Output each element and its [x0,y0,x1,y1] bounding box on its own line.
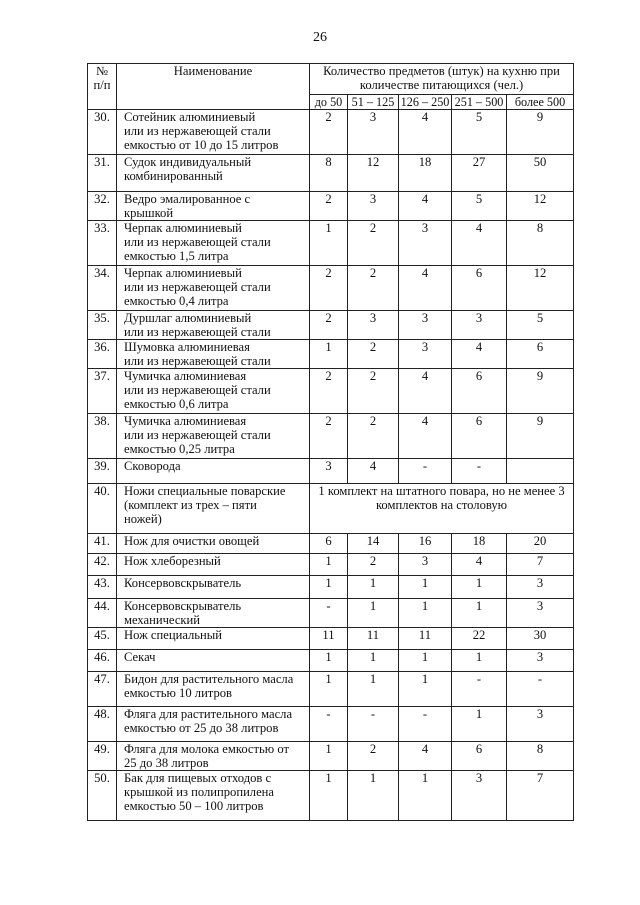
quantity-cell: 2 [348,340,399,369]
quantity-cell: 11 [348,628,399,650]
item-name: Ведро эмалированное с крышкой [117,192,310,221]
quantity-cell: 4 [348,459,399,484]
quantity-cell: 50 [507,155,574,192]
quantity-cell: 2 [310,414,348,459]
quantity-cell: 1 [310,650,348,672]
header-num: № п/п [88,64,117,110]
item-name: Чумичка алюминиевая или из нержавеющей стали емкостью 0,6 литра [117,369,310,414]
table-row [88,707,574,742]
quantity-cell: 12 [507,266,574,311]
row-number: 31. [88,155,117,192]
row-number: 38. [88,414,117,459]
quantity-cell: - [399,707,452,742]
table-row [88,155,574,192]
quantity-cell: 20 [507,534,574,554]
item-name: Судок индивидуальный комбинированный [117,155,310,192]
quantity-cell [507,459,574,484]
row-number: 37. [88,369,117,414]
quantity-cell: 12 [507,192,574,221]
quantity-cell: - [310,707,348,742]
quantity-cell: 4 [399,369,452,414]
quantity-cell: 3 [348,192,399,221]
table-row [88,221,574,266]
quantity-cell: 12 [348,155,399,192]
row-number: 44. [88,599,117,628]
table-row [88,628,574,650]
quantity-cell: 1 [310,576,348,599]
row-number: 40. [88,484,117,534]
quantity-cell: 1 [399,576,452,599]
header-name: Наименование [117,64,310,110]
quantity-cell: 1 [310,554,348,576]
quantity-cell: 2 [310,192,348,221]
row-number: 33. [88,221,117,266]
quantity-cell: 18 [452,534,507,554]
quantity-cell: 1 [399,771,452,821]
quantity-cell: 2 [348,414,399,459]
quantity-cell: 1 [399,650,452,672]
header-group: 126 – 250 [399,95,452,110]
table-row [88,554,574,576]
quantity-cell: 1 [310,771,348,821]
quantity-cell: 1 [310,742,348,771]
quantity-cell: 1 [348,650,399,672]
quantity-cell: 3 [399,311,452,340]
quantity-cell: 3 [399,340,452,369]
header-group: 251 – 500 [452,95,507,110]
quantity-cell: 3 [452,311,507,340]
quantity-cell: 8 [507,221,574,266]
row-number: 43. [88,576,117,599]
quantity-cell: 2 [310,311,348,340]
kitchen-equipment-table [87,63,574,821]
quantity-cell: 14 [348,534,399,554]
table-row [88,459,574,484]
row-number: 46. [88,650,117,672]
quantity-cell: 8 [507,742,574,771]
item-name: Нож специальный [117,628,310,650]
quantity-cell: 2 [348,369,399,414]
quantity-cell: 4 [399,414,452,459]
quantity-cell: 30 [507,628,574,650]
row-number: 48. [88,707,117,742]
quantity-cell: 4 [399,742,452,771]
quantity-cell: 11 [310,628,348,650]
quantity-cell: 3 [399,554,452,576]
row-number: 34. [88,266,117,311]
row-number: 36. [88,340,117,369]
item-name: Дуршлаг алюминиевый или из нержавеющей стали [117,311,310,340]
table-row [88,672,574,707]
quantity-cell: 1 [452,650,507,672]
table-row [88,340,574,369]
header-quantity: Количество предметов (штук) на кухню при количестве питающихся (чел.) [310,64,574,95]
quantity-cell: 1 [348,599,399,628]
quantity-cell: 6 [452,414,507,459]
quantity-cell: 18 [399,155,452,192]
item-name: Консервовскрыватель [117,576,310,599]
quantity-cell: 2 [348,742,399,771]
quantity-cell: - [399,459,452,484]
quantity-cell: - [452,459,507,484]
table-row [88,311,574,340]
quantity-cell: 3 [507,650,574,672]
row-number: 30. [88,110,117,155]
item-name: Черпак алюминиевый или из нержавеющей стали емкостью 0,4 литра [117,266,310,311]
quantity-cell: 1 [310,340,348,369]
quantity-cell: 3 [399,221,452,266]
row-number: 42. [88,554,117,576]
quantity-cell: - [310,599,348,628]
quantity-cell: 8 [310,155,348,192]
quantity-cell: 4 [452,340,507,369]
item-name: Секач [117,650,310,672]
quantity-cell: - [507,672,574,707]
item-name: Фляга для молока емкостью от 25 до 38 литров [117,742,310,771]
table-row [88,369,574,414]
quantity-cell: 1 [348,672,399,707]
header-group: более 500 [507,95,574,110]
item-name: Чумичка алюминиевая или из нержавеющей стали емкостью 0,25 литра [117,414,310,459]
quantity-cell: 16 [399,534,452,554]
quantity-cell: 4 [399,266,452,311]
item-name: Шумовка алюминиевая или из нержавеющей стали [117,340,310,369]
row-number: 47. [88,672,117,707]
quantity-cell: 4 [452,554,507,576]
table-row [88,534,574,554]
quantity-cell: 27 [452,155,507,192]
quantity-cell: 4 [452,221,507,266]
quantity-cell: 4 [399,110,452,155]
quantity-cell: 6 [310,534,348,554]
quantity-cell: 7 [507,771,574,821]
table-row [88,742,574,771]
row-number: 45. [88,628,117,650]
quantity-cell: 9 [507,414,574,459]
quantity-cell: 3 [452,771,507,821]
quantity-cell: 3 [507,599,574,628]
quantity-cell: 7 [507,554,574,576]
quantity-cell: 1 [310,672,348,707]
quantity-cell: 9 [507,369,574,414]
row-number: 49. [88,742,117,771]
table-row [88,650,574,672]
quantity-cell: 6 [452,742,507,771]
table-row [88,266,574,311]
quantity-cell: 2 [348,554,399,576]
item-name: Нож хлеборезный [117,554,310,576]
quantity-cell: 2 [310,110,348,155]
quantity-cell: 4 [399,192,452,221]
quantity-cell: 2 [348,221,399,266]
merged-note: 1 комплект на штатного повара, но не менее 3 комплектов на столовую [310,484,574,534]
item-name: Бидон для растительного масла емкостью 10 литров [117,672,310,707]
table-row [88,192,574,221]
header-group: до 50 [310,95,348,110]
quantity-cell: 6 [452,266,507,311]
row-number: 35. [88,311,117,340]
quantity-cell: 5 [452,110,507,155]
row-number: 39. [88,459,117,484]
quantity-cell: 9 [507,110,574,155]
item-name: Сотейник алюминиевый или из нержавеющей стали емкостью от 10 до 15 литров [117,110,310,155]
quantity-cell: 1 [348,771,399,821]
table-row [88,771,574,821]
item-name: Ножи специальные поварские (комплект из трех – пяти ножей) [117,484,310,534]
row-number: 50. [88,771,117,821]
header-group: 51 – 125 [348,95,399,110]
quantity-cell: 1 [399,599,452,628]
item-name: Бак для пищевых отходов с крышкой из полипропилена емкостью 50 – 100 литров [117,771,310,821]
quantity-cell: 1 [348,576,399,599]
item-name: Сковорода [117,459,310,484]
quantity-cell: - [452,672,507,707]
quantity-cell: 2 [348,266,399,311]
row-number: 41. [88,534,117,554]
quantity-cell: - [348,707,399,742]
quantity-cell: 2 [310,266,348,311]
quantity-cell: 3 [348,311,399,340]
item-name: Черпак алюминиевый или из нержавеющей стали емкостью 1,5 литра [117,221,310,266]
quantity-cell: 1 [399,672,452,707]
quantity-cell: 1 [452,707,507,742]
quantity-cell: 5 [507,311,574,340]
table-row [88,110,574,155]
quantity-cell: 11 [399,628,452,650]
header-row [88,64,574,95]
quantity-cell: 22 [452,628,507,650]
item-name: Фляга для растительного масла емкостью от 25 до 38 литров [117,707,310,742]
quantity-cell: 3 [310,459,348,484]
table-row [88,576,574,599]
table-row [88,599,574,628]
page-number: 26 [313,30,327,45]
quantity-cell: 2 [310,369,348,414]
quantity-cell: 3 [348,110,399,155]
item-name: Нож для очистки овощей [117,534,310,554]
quantity-cell: 1 [452,576,507,599]
quantity-cell: 5 [452,192,507,221]
quantity-cell: 1 [310,221,348,266]
row-number: 32. [88,192,117,221]
table-row [88,414,574,459]
quantity-cell: 6 [452,369,507,414]
table-body [88,110,574,821]
quantity-cell: 6 [507,340,574,369]
item-name: Консервовскрыватель механический [117,599,310,628]
quantity-cell: 3 [507,576,574,599]
table-row [88,484,574,534]
quantity-cell: 1 [452,599,507,628]
quantity-cell: 3 [507,707,574,742]
